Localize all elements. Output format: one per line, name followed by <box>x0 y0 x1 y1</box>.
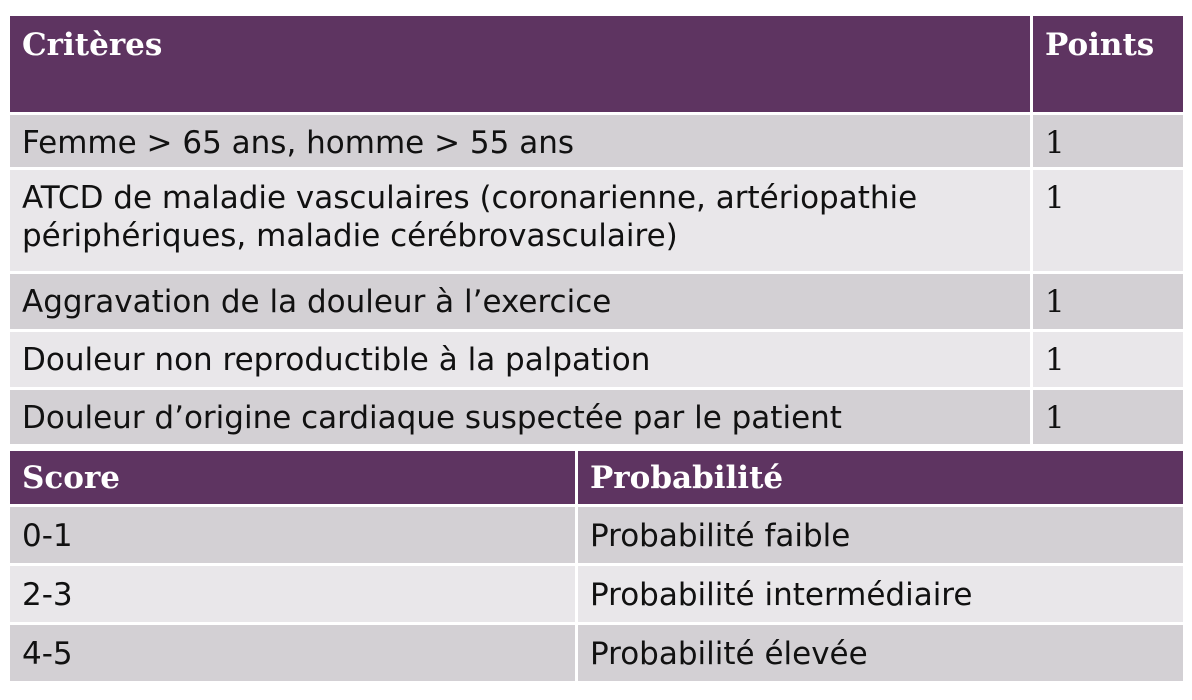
points-cell: 1 <box>1045 284 1065 320</box>
score-header-cell: Score <box>10 451 578 504</box>
criteria-header-row <box>10 16 1183 115</box>
score-cell: 0-1 <box>10 507 578 563</box>
points-cell: 1 <box>1045 400 1065 436</box>
probability-header-cell: Probabilité <box>590 460 784 496</box>
table-row <box>10 115 1183 170</box>
criterion-cell: Femme > 65 ans, homme > 55 ans <box>10 115 1033 167</box>
criteria-header-cell: Critères <box>10 16 1033 112</box>
score-header-row <box>10 451 1183 507</box>
score-table <box>10 451 1183 684</box>
criteria-table <box>10 16 1183 447</box>
table-row <box>10 332 1183 390</box>
points-header-cell: Points <box>1045 27 1155 63</box>
table-row <box>10 390 1183 447</box>
criterion-cell: Douleur non reproductible à la palpation <box>10 332 1033 387</box>
points-cell: 1 <box>1045 180 1065 216</box>
criterion-cell: ATCD de maladie vasculaires (coronarienne, artériopathie périphériques, maladie cérébrovasculaire) <box>10 170 1033 271</box>
table-row <box>10 625 1183 684</box>
points-cell: 1 <box>1045 342 1065 378</box>
table-row <box>10 507 1183 566</box>
score-cell: 2-3 <box>10 566 578 622</box>
probability-cell: Probabilité faible <box>590 518 851 554</box>
scoring-tables <box>10 16 1183 684</box>
probability-cell: Probabilité élevée <box>590 636 868 672</box>
criterion-cell: Aggravation de la douleur à l’exercice <box>10 274 1033 329</box>
table-row <box>10 170 1183 274</box>
criterion-cell: Douleur d’origine cardiaque suspectée par le patient <box>10 390 1033 444</box>
probability-cell: Probabilité intermédiaire <box>590 577 973 613</box>
table-row <box>10 566 1183 625</box>
table-row <box>10 274 1183 332</box>
score-cell: 4-5 <box>10 625 578 681</box>
points-cell: 1 <box>1045 125 1065 161</box>
